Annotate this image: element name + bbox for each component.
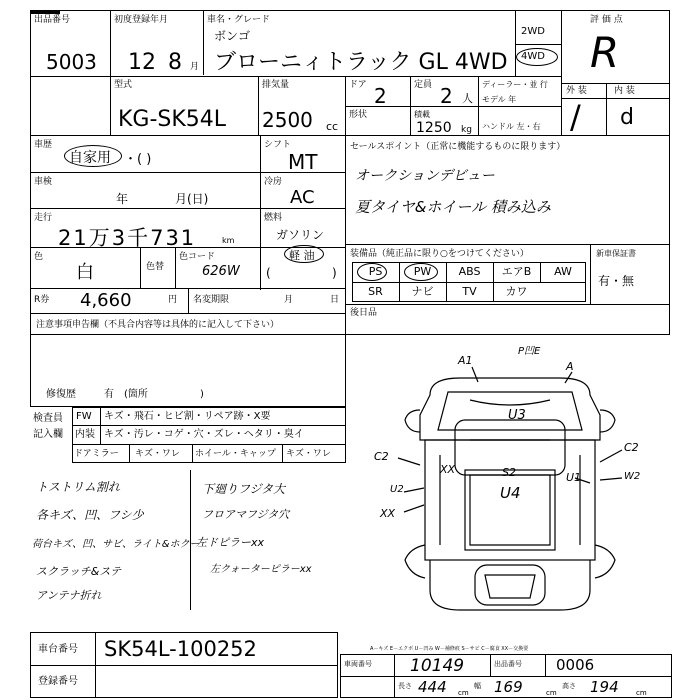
after-label: 後日品 (350, 308, 378, 318)
mark-s2: S2 (502, 466, 516, 479)
recycle-label: R券 (34, 295, 50, 305)
equip-sr: SR (368, 285, 383, 298)
recycle-value: 4,660 (80, 290, 132, 311)
equip-navi: ナビ (411, 285, 434, 298)
month-unit: 月 (190, 62, 200, 72)
comment-right-1: 下廻りフジタ大 (202, 482, 286, 496)
color: 白 (76, 262, 94, 283)
chassis: SK54L-100252 (104, 637, 257, 661)
inspection-month: 月(日) (175, 192, 209, 206)
ac: AC (290, 187, 315, 208)
equip-aw: AW (554, 265, 572, 278)
length: 444 (418, 678, 447, 696)
mileage: 21万3千731 (58, 226, 197, 250)
comment-left-3: 荷台キズ、凹、サビ、ライト&ホクー (32, 539, 200, 550)
mark-c2-left: C2 (374, 450, 389, 463)
divider (30, 665, 338, 666)
interior-grade: d (620, 105, 634, 130)
sales-line1: オークションデビュー (355, 168, 495, 184)
car-use: 自家用 (69, 150, 111, 166)
dealer-label: ディーラー・並 行 (482, 80, 548, 89)
fuel: ガソリン (276, 228, 325, 242)
mark-xx-left-2: XX (380, 507, 396, 520)
shape-label: 形状 (349, 110, 368, 120)
sales-label: セールスポイント（正常に機能するものに限ります） (350, 142, 566, 152)
mark-u4: U4 (500, 484, 521, 502)
divider (340, 676, 672, 677)
equip-pw: PW (413, 265, 432, 278)
divider (95, 632, 96, 698)
inspector-wheel-key: ホイール・キャップ (195, 449, 276, 459)
height-label: 高さ (562, 682, 576, 690)
seq-value: 0006 (556, 656, 595, 674)
fuel-bracket-left: ( (266, 266, 271, 280)
model-year-label: モデル 年 (482, 95, 517, 104)
interior-label: 内 装 (614, 86, 635, 96)
mark-u2: U2 (390, 484, 404, 495)
ac-label: 冷房 (264, 177, 283, 187)
drive-2wd: 2WD (521, 26, 545, 37)
repair-label: 修復歴 (46, 389, 76, 400)
km-unit: km (222, 236, 235, 245)
payload-label: 積載 (414, 110, 430, 119)
name-change-label: 名変期限 (193, 295, 230, 305)
repair-detail-close: ) (200, 389, 204, 400)
no-value: 10149 (410, 656, 465, 676)
type-label: 型式 (114, 80, 133, 90)
equip-airbag: エアB (501, 265, 532, 278)
inspector-fw-key: FW (76, 411, 92, 422)
length-unit: cm (458, 689, 469, 697)
color-code: 626W (202, 264, 240, 279)
inspector-mirror-key: ドアミラー (74, 449, 119, 459)
width: 169 (494, 678, 523, 696)
lot-number: 5003 (46, 50, 97, 74)
repair-detail: (箇所 (124, 389, 148, 400)
notes-label: 注意事項申告欄（不具合内容等は具体的に記入して下さい） (36, 320, 280, 330)
inspector-mirror-value: キズ・ワレ (135, 449, 180, 459)
equip-ps: PS (368, 265, 383, 278)
equip-leather: カワ (505, 285, 528, 298)
mark-c2-right: C2 (624, 441, 639, 454)
model-name: ブローニィトラック GL 4WD (214, 50, 508, 75)
divider (545, 654, 546, 676)
divider (490, 654, 491, 676)
first-reg-month: 8 (168, 50, 182, 75)
shift: MT (288, 150, 318, 174)
mark-a: A (566, 360, 574, 373)
length-label: 長さ (398, 682, 412, 690)
equip-tv: TV (462, 285, 477, 298)
width-unit: cm (546, 689, 557, 697)
warranty-value: 有・無 (598, 274, 635, 288)
comment-left-1: トストリム割れ (36, 480, 120, 494)
inspector-interior-key: 内装 (75, 429, 95, 440)
kg-unit: kg (461, 125, 472, 135)
inspector-label-a: 検査員 (33, 413, 63, 424)
divider (394, 654, 395, 698)
mileage-label: 走行 (34, 213, 53, 223)
inspector-wheel-value: キズ・ワレ (286, 449, 331, 459)
reg-label: 登録番号 (38, 676, 78, 687)
shift-label: シフト (264, 140, 292, 150)
warranty-label: 新車保証書 (596, 249, 636, 258)
name-change-day: 日 (330, 295, 340, 305)
drive-4wd: 4WD (521, 51, 545, 62)
mark-a1: A1 (458, 354, 473, 367)
height: 194 (590, 678, 619, 696)
equipment-label: 装備品（純正品に限り○をつけてください） (350, 249, 529, 259)
cc-unit: cc (326, 120, 339, 133)
car-use-rest: ・( ) (124, 152, 152, 167)
displacement-label: 排気量 (262, 80, 290, 90)
exterior-label: 外 装 (566, 86, 587, 96)
lot-label: 出品番号 (34, 15, 71, 25)
doors-label: ドア (349, 80, 367, 90)
mark-p-e: P凹E (518, 346, 541, 357)
yen-unit: 円 (168, 295, 178, 305)
inspection-year: 年 (116, 192, 129, 206)
inspector-label-b: 記入欄 (33, 429, 63, 440)
mark-u1: U1 (566, 471, 582, 484)
payload: 1250 (416, 120, 452, 136)
comment-right-3: 左ドピラーxx (196, 536, 265, 549)
seats-label: 定員 (414, 80, 433, 90)
chassis-label: 車台番号 (38, 644, 78, 655)
height-unit: cm (636, 689, 647, 697)
inspector-interior-value: キズ・汚レ・コゲ・穴・ズレ・ヘタリ・臭イ (104, 429, 304, 440)
first-reg-year: 12 (128, 50, 156, 75)
color-code-label: 色コード (179, 252, 216, 262)
grade-label: 評 価 点 (590, 15, 623, 25)
grade: R (590, 28, 620, 77)
color-label: 色 (34, 252, 44, 262)
model-label: 車名・グレード (207, 15, 271, 25)
seq-label: 出品番号 (494, 660, 522, 668)
exterior-grade: / (570, 98, 581, 136)
no-label: 車両番号 (344, 660, 372, 668)
mark-w2: W2 (624, 471, 641, 482)
type-code: KG-SK54L (118, 107, 227, 132)
fuel-bracket-right: ) (332, 266, 337, 280)
seats: 2 (440, 84, 453, 108)
comment-left-2: 各キズ、凹、フシ少 (36, 508, 144, 522)
fuel-label: 燃料 (264, 213, 283, 223)
displacement: 2500 (262, 108, 313, 132)
mark-xx-left: XX (440, 463, 456, 476)
sales-line2: 夏タイヤ&ホイール 積み込み (355, 198, 551, 216)
inspection-label: 車検 (34, 177, 53, 187)
comment-right-4: 左クォーターピラーxx (210, 564, 312, 575)
mark-u3: U3 (508, 408, 526, 423)
name-change-month: 月 (284, 295, 294, 305)
seats-unit: 人 (462, 92, 473, 105)
inspector-fw-value: キズ・飛石・ヒビ割・リペア跡・X要 (104, 411, 271, 422)
comment-left-5: アンテナ折れ (36, 589, 102, 602)
comment-right-2: フロアマフジタ穴 (202, 508, 290, 521)
car-use-label: 車歴 (34, 140, 53, 150)
equip-abs: ABS (458, 265, 481, 278)
legend: A－キズ E－エクボ U－凹み W－補修痕 S－サビ C－腐食 XX－交換要 (370, 646, 529, 652)
comment-left-4: スクラッチ&ステ (36, 565, 122, 578)
fuel-alt: 軽 油 (289, 249, 315, 262)
width-label: 幅 (474, 682, 481, 690)
color-change-label: 色替 (146, 262, 165, 272)
doors: 2 (374, 84, 387, 108)
repair-value: 有 (104, 389, 114, 400)
handle-label: ハンドル 左・右 (482, 122, 541, 131)
first-reg-label: 初度登録年月 (114, 15, 169, 25)
make: ボンゴ (214, 29, 251, 43)
